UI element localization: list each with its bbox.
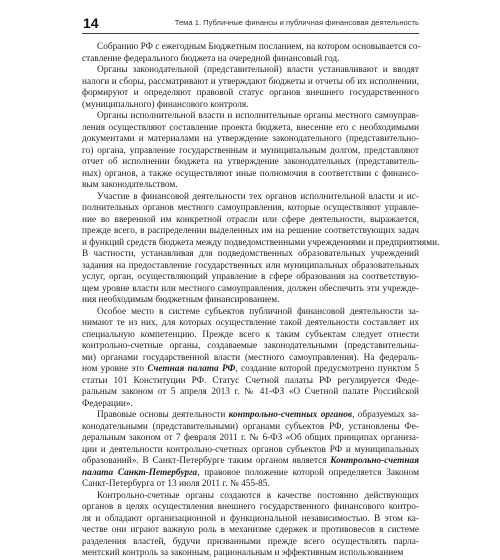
text-line: ции и деятельности контрольно-счетных органов субъектов РФ и муниципальных — [82, 444, 419, 455]
text-line: Правовые основы деятельности контрольно-счетных органов, образуемых за- — [97, 410, 420, 420]
paragraph — [82, 307, 419, 411]
text-line: го) органа, управление государственным и муниципальным долгом, представляют — [82, 145, 419, 156]
body-text — [82, 42, 440, 558]
text-line: задания на предоставление государственных или муниципальных образовательных — [82, 260, 419, 271]
text-line: специальную компетенцию. Прежде всего к таким субъектам следует отнести — [82, 329, 419, 340]
text-line: формируют и определяют правовой статус органов внешнего государственного — [82, 88, 419, 98]
text-line: контрольно-счетные органы, создаваемые законодательными (представительны- — [82, 341, 419, 351]
text-line: полнительных органов местного самоуправления, которые осуществляют управле- — [82, 203, 419, 213]
text-line: отчет об исполнении бюджета на утверждение законодательных (представитель- — [82, 157, 419, 167]
text-line: разделения властей, будучи призванными прежде всего осуществлять парла- — [82, 536, 419, 547]
text-line: органов в целях осуществления внешнего государственного финансового контро- — [82, 502, 419, 512]
emphasized-term: палата Санкт-Петербурга — [82, 467, 198, 478]
text-line: Участие в финансовой деятельности тех органов исполнительной власти и ис- — [97, 191, 419, 202]
text-line: Особое место в системе субъектов публичной финансовой деятельности за- — [97, 306, 419, 317]
text-line: документами и материалами на утверждение законодательного (представительно- — [82, 134, 419, 144]
text-line: услуг, орган, осуществляющий управление в сфере образования на соответствую- — [82, 272, 419, 282]
paragraph — [82, 65, 419, 111]
text-line: ления осуществляют составление проекта бюджета, внесение его с необходимыми — [82, 122, 419, 133]
text-line: образований». В Санкт-Петербурге таким органом является Контрольно-счетная — [82, 456, 419, 466]
text-line: конодательными (представительными) органами субъектов РФ, установлены Фе- — [82, 421, 419, 432]
text-line: Контрольно-счетные органы создаются в качестве постоянно действующих — [97, 490, 419, 501]
text-line: налоги и сборы, рассматривают и утверждают бюджеты и отчеты об их исполнении, — [82, 76, 419, 87]
text-line: вым законодательством. — [82, 180, 178, 190]
paragraph — [82, 410, 419, 491]
text-line: (муниципального) финансового контроля. — [82, 99, 249, 110]
text-line: ния необходимым бюджетным финансированием. — [82, 295, 280, 305]
text-line: ном уровне это Счетная палата РФ, создание которой предусмотрено пунктом 5 — [82, 364, 419, 374]
emphasized-term: контрольно-счетных органов — [228, 410, 353, 420]
text-line: ментский контроль за законным, рациональным и эффективным использованием — [82, 548, 404, 558]
header-rule — [82, 33, 419, 34]
text-line: и функций средств бюджета между подведомственными учреждениями и предприятиями. — [82, 237, 440, 248]
paragraph — [82, 111, 419, 192]
text-line: ние во вверенной им конкретной отрасли или сфере деятельности, выражается, — [82, 214, 419, 225]
text-line: прежде всего, в распределении выделенных им на решение соответствующих задач — [82, 226, 419, 236]
text-line: Органы законодательной (представительной) власти устанавливают и вводят — [97, 65, 419, 75]
text-line: ных) органов, а также осуществляют иные полномочия в соответствии с финансо- — [82, 168, 419, 179]
running-head: Тема 1. Публичные финансы и публичная финансовая деятельность — [174, 18, 419, 27]
text-line: ми) органами государственной власти (местного самоуправления). На федераль- — [82, 352, 419, 363]
page-number: 14 — [83, 15, 99, 31]
text-line: ставление федерального бюджета на очередной финансовый год. — [82, 53, 340, 64]
page-header — [82, 16, 419, 30]
text-line: нимают те из них, для которых осуществление такой деятельности составляет их — [82, 318, 419, 328]
text-line: ральным законом от 5 апреля 2013 г. № 41-ФЗ «О Счетной палате Российской — [82, 387, 419, 397]
text-line: Санкт-Петербурга от 13 июля 2011 г. № 455-85. — [82, 479, 270, 489]
text-line: деральным законом от 7 февраля 2011 г. № 6-ФЗ «Об общих принципах организа- — [82, 433, 419, 443]
text-line: щем уровне власти или местного самоуправления, должен обеспечить эти учрежде- — [82, 283, 419, 294]
text-line: Собранию РФ с ежегодным Бюджетным посланием, на котором основывается со- — [97, 42, 421, 52]
paragraph — [82, 42, 419, 65]
text-line: В частности, устанавливая для подведомственных образовательных учреждений — [82, 249, 419, 259]
emphasized-term: Счетная палата РФ — [147, 364, 236, 374]
paragraph — [82, 491, 419, 560]
text-line: ля и обладают организационной и функциональной независимостью. В этом ка- — [82, 513, 419, 524]
text-line: палата Санкт-Петербурга, правовое положение которой определяется Законом — [82, 467, 419, 478]
paragraph — [82, 191, 440, 307]
emphasized-term: Контрольно-счетная — [330, 456, 419, 466]
text-line: Федерации». — [82, 398, 133, 409]
text-line: Органы исполнительной власти и исполнительные органы местного самоуправ- — [97, 111, 419, 121]
text-line: честве они играют важную роль в механизме сдержек и противовесов в системе — [82, 525, 419, 535]
text-line: статьи 101 Конституции РФ. Статус Счетной палаты РФ регулируется Феде- — [82, 375, 419, 386]
